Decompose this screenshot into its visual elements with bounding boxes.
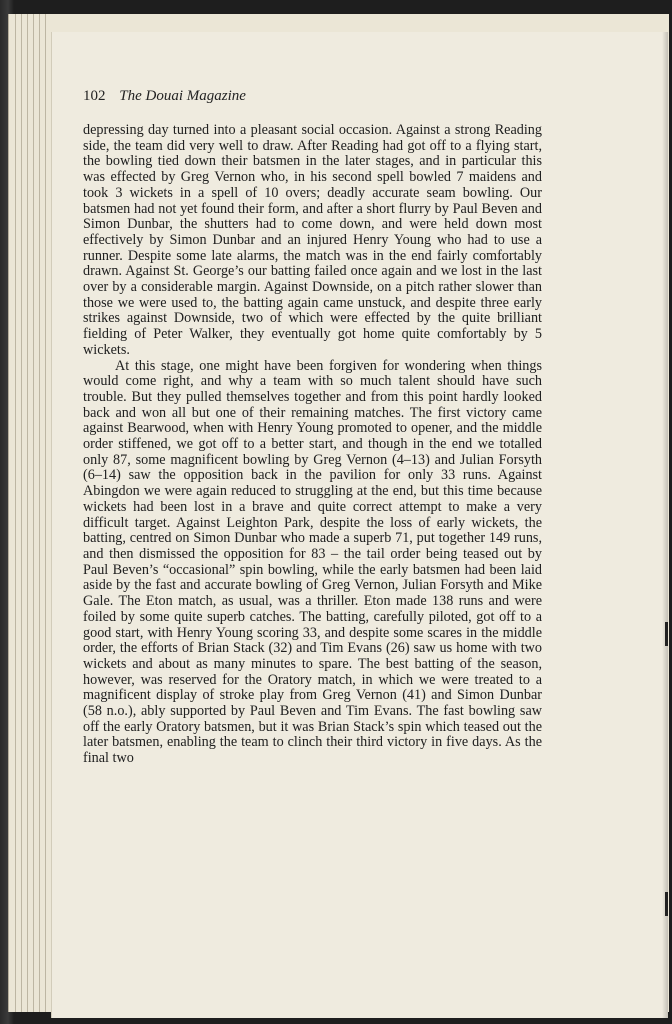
article-body — [83, 123, 542, 767]
paragraph: At this stage, one might have been forgiven for wondering when things would come right, and why a team with so much talent should have such trouble. But they pulled themselves together and from this point hardly looked back and won all but one of their remaining matches. The first victory came against Bearwood, when with Henry Young promoted to opener, and the middle order stiffened, we got off to a better start, and though in the end we totalled only 87, some magnificent bowling by Greg Vernon (4–13) and Julian Forsyth (6–14) saw the opposition back in the pavilion for only 33 runs. Against Abingdon we were again reduced to struggling at the end, but this time because wickets had been lost in a brave and quite correct attempt to make a very difficult target. Against Leighton Park, despite the loss of early wickets, the batting, centred on Simon Dunbar who made a superb 71, put together 149 runs, and then dismissed the opposition for 83 – the tail order being teased out by Paul Beven’s “occasional” spin bowling, while the early batsmen had been laid aside by the fast and accurate bowling of Greg Vernon, Julian Forsyth and Mike Gale. The Eton match, as usual, was a thriller. Eton made 138 runs and were foiled by some quite superb catches. The batting, carefully piloted, got off to a good start, with Henry Young scoring 33, and despite some scares in the middle order, the efforts of Brian Stack (32) and Tim Evans (26) saw us home with two wickets and about as many minutes to spare. The best batting of the season, however, was reserved for the Oratory match, in which we were treated to a magnificent display of stroke play from Greg Vernon (41) and Simon Dunbar (58 n.o.), ably supported by Paul Beven and Tim Evans. The fast bowling saw off the early Oratory batsmen, but it was Brian Stack’s spin which teased out the later batsmen, enabling the team to clinch their third victory in five days. As the final two — [83, 357, 542, 767]
edge-mark — [665, 622, 668, 646]
edge-marks — [664, 32, 668, 1018]
page-stack — [8, 14, 669, 1012]
page-edge — [33, 14, 34, 1012]
page-edge — [27, 14, 28, 1012]
edge-mark — [665, 892, 668, 916]
page-edge — [45, 14, 46, 1012]
running-head — [83, 88, 246, 105]
page-edge — [21, 14, 22, 1012]
publication-title: The Douai Magazine — [119, 88, 246, 104]
page-number: 102 — [83, 88, 106, 104]
page-edge — [39, 14, 40, 1012]
paragraph: depressing day turned into a pleasant social occasion. Against a strong Reading side, the team did very well to draw. After Reading had got off to a flying start, the bowling tied down their batsmen in the later stages, and in particular this was effected by Greg Vernon who, in his second spell bowled 7 maidens and took 3 wickets in a spell of 10 overs; deadly accurate seam bowling. Our batsmen had not yet found their form, and after a short flurry by Paul Beven and Simon Dunbar, the shutters had to come down, and were held down most effectively by Simon Dunbar and an injured Henry Young who had to use a runner. Despite some late alarms, the match was in the end fairly comfortably drawn. Against St. George’s our batting failed once again and we lost in the last over by a considerable margin. Against Downside, on a pitch rather slower than those we were used to, the batting again came unstuck, and despite three early strikes against Downside, two of which were effected by the quite brilliant fielding of Peter Walker, they eventually got home quite comfortably by 5 wickets. — [83, 122, 542, 358]
page-edge — [15, 14, 16, 1012]
